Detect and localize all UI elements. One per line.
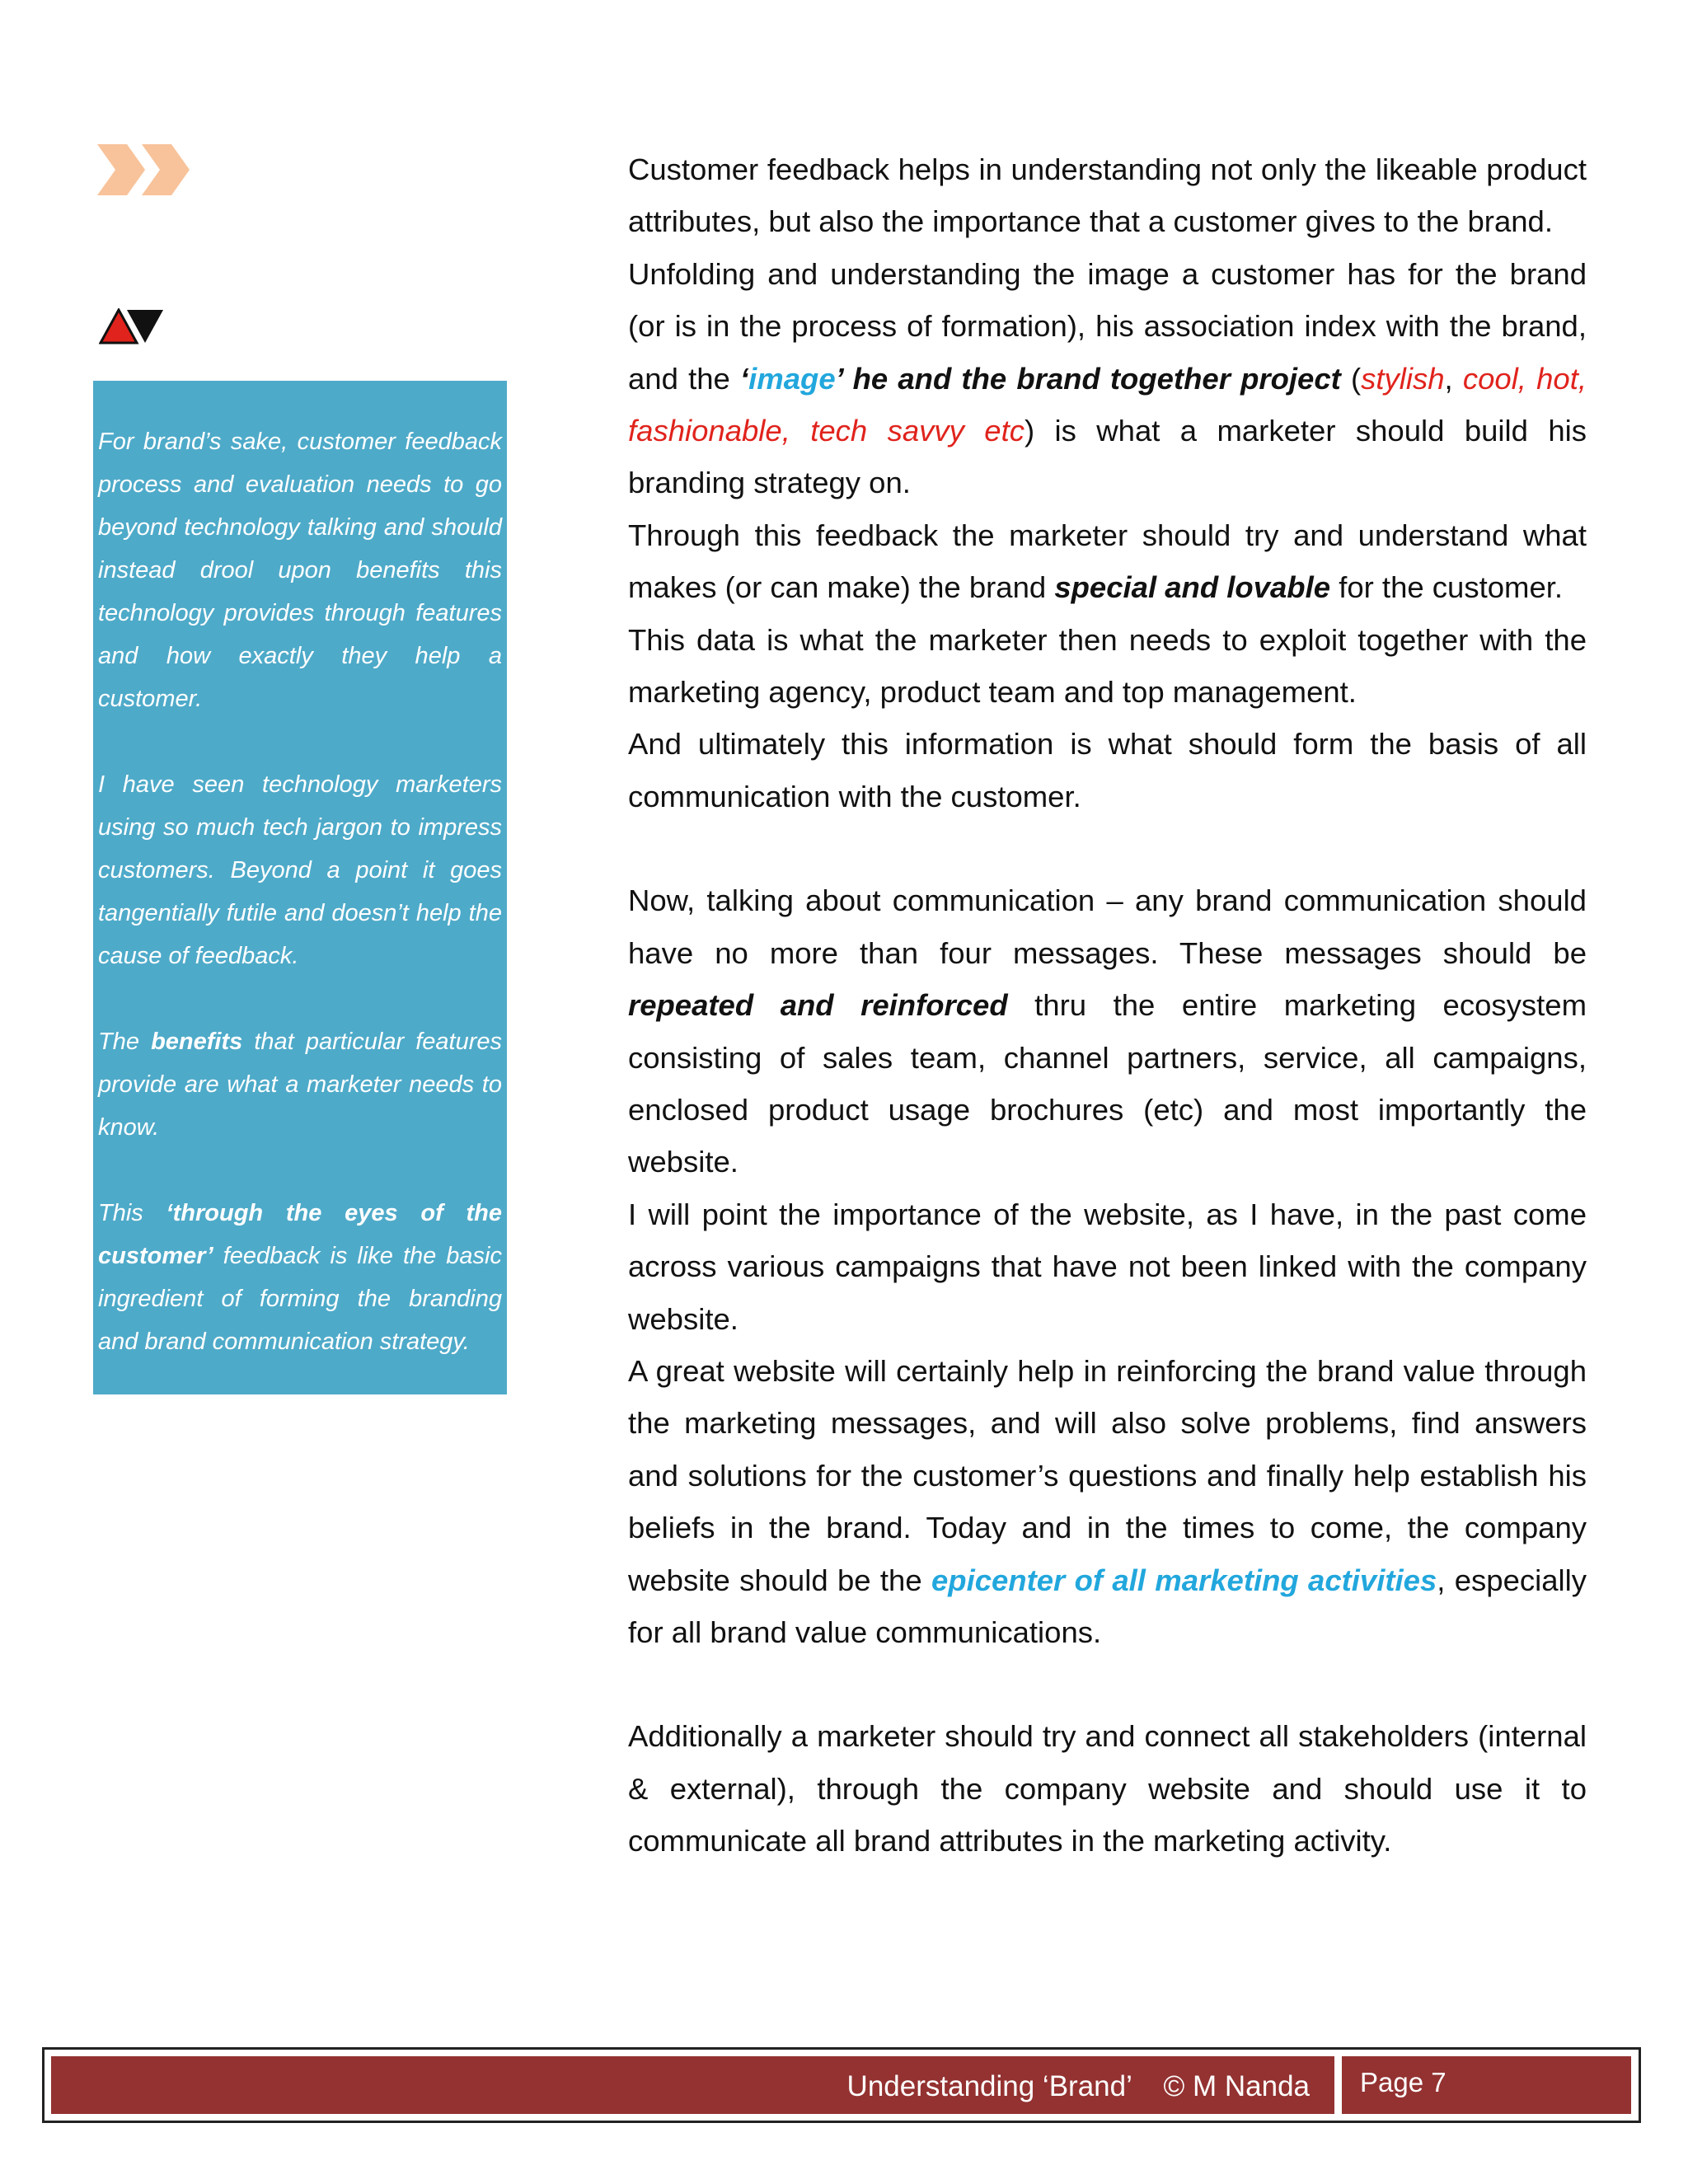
bold-phrase: repeated and reinforced bbox=[628, 988, 1008, 1023]
main-text bbox=[628, 143, 1587, 1868]
red-black-triangles-icon bbox=[99, 308, 165, 344]
page-number: Page 7 bbox=[1360, 2067, 1447, 2097]
paragraph: And ultimately this information is what should form the basis of all communication with the customer. bbox=[628, 727, 1587, 813]
sidebar-paragraph: I have seen technology marketers using so much tech jargon to impress customers. Beyond a point it goes tangentially futile and doesn’t help the cause of feedback. bbox=[98, 771, 502, 969]
bold-run: ‘through the eyes of the customer’ bbox=[98, 1200, 503, 1269]
paragraph bbox=[628, 874, 1587, 1188]
sidebar-paragraph bbox=[98, 1020, 502, 1149]
text-run: for the customer. bbox=[1330, 570, 1564, 605]
text-run: A great website will certainly help in reinforcing the brand value through the marketing messages, and will also solve problems, find answers and solutions for the customer’s questions and finally help establish his beliefs in the brand. Today and in the times to come, the company website should be the bbox=[628, 1353, 1587, 1597]
paragraph: This data is what the marketer then needs to exploit together with the marketing agency, product team and top management. bbox=[628, 622, 1587, 710]
text-run: The bbox=[98, 1029, 152, 1055]
text-run: that particular features provide are what a marketer needs to know. bbox=[98, 1029, 502, 1141]
text-run: ( bbox=[1340, 361, 1362, 396]
text-run: , bbox=[1444, 361, 1463, 396]
text-run: Through this feedback the marketer should try and understand what makes (or can make) the brand bbox=[628, 518, 1587, 605]
text-run: , especially for all brand value communications. bbox=[628, 1563, 1587, 1649]
spacer bbox=[628, 823, 1587, 874]
text-run: thru the entire marketing ecosystem consisting of sales team, channel partners, service, all campaigns, enclosed product usage brochures (etc) and most importantly the website. bbox=[628, 988, 1587, 1179]
sidebar-callout bbox=[93, 381, 507, 1394]
paragraph: Customer feedback helps in understanding not only the likeable product attributes, but also the importance that a customer gives to the brand. bbox=[628, 152, 1587, 239]
footer-title-bar bbox=[51, 2056, 1334, 2114]
red-terms: cool, hot, fashionable, tech savvy etc bbox=[628, 361, 1587, 448]
page-footer bbox=[42, 2047, 1641, 2123]
sidebar-paragraph: For brand’s sake, customer feedback process and evaluation needs to go beyond technology talking and should instead drool upon benefits this technology provides through features and how exactly they help a customer. bbox=[98, 429, 502, 712]
bold-run: benefits bbox=[151, 1029, 243, 1055]
highlight-phrase: epicenter of all marketing activities bbox=[931, 1563, 1437, 1597]
double-chevron-icon bbox=[97, 144, 196, 195]
text-run: Unfolding and understanding the image a customer has for the brand (or is in the process of formation), his association index with the brand, and the bbox=[628, 256, 1587, 396]
bold-phrase: special and lovable bbox=[1054, 570, 1331, 605]
paragraph: Additionally a marketer should try and connect all stakeholders (internal & external), through the company website and should use it to communicate all brand attributes in the marketing activity. bbox=[628, 1719, 1587, 1858]
sidebar-paragraph bbox=[98, 1192, 502, 1363]
paragraph bbox=[628, 248, 1587, 509]
spacer bbox=[628, 1658, 1587, 1710]
bold-phrase: ’ he and the brand together project bbox=[835, 361, 1341, 396]
highlight-image: image bbox=[748, 361, 836, 396]
paragraph: I will point the importance of the website, as I have, in the past come across various campaigns that have not been linked with the company website. bbox=[628, 1197, 1587, 1336]
text-run: Now, talking about communication – any brand communication should have no more than four messages. These messages should be bbox=[628, 883, 1587, 970]
text-run: ) is what a marketer should build his branding strategy on. bbox=[628, 414, 1587, 500]
text-run: This bbox=[98, 1200, 166, 1226]
footer-title: Understanding ‘Brand’ © M Nanda bbox=[846, 2070, 1310, 2102]
footer-page-box bbox=[1342, 2056, 1631, 2114]
paragraph bbox=[628, 509, 1587, 614]
paragraph bbox=[628, 1345, 1587, 1658]
red-term: stylish bbox=[1361, 361, 1445, 396]
quote-mark: ‘ bbox=[739, 361, 749, 396]
text-run: feedback is like the basic ingredient of forming the branding and brand communication strategy. bbox=[98, 1243, 502, 1355]
